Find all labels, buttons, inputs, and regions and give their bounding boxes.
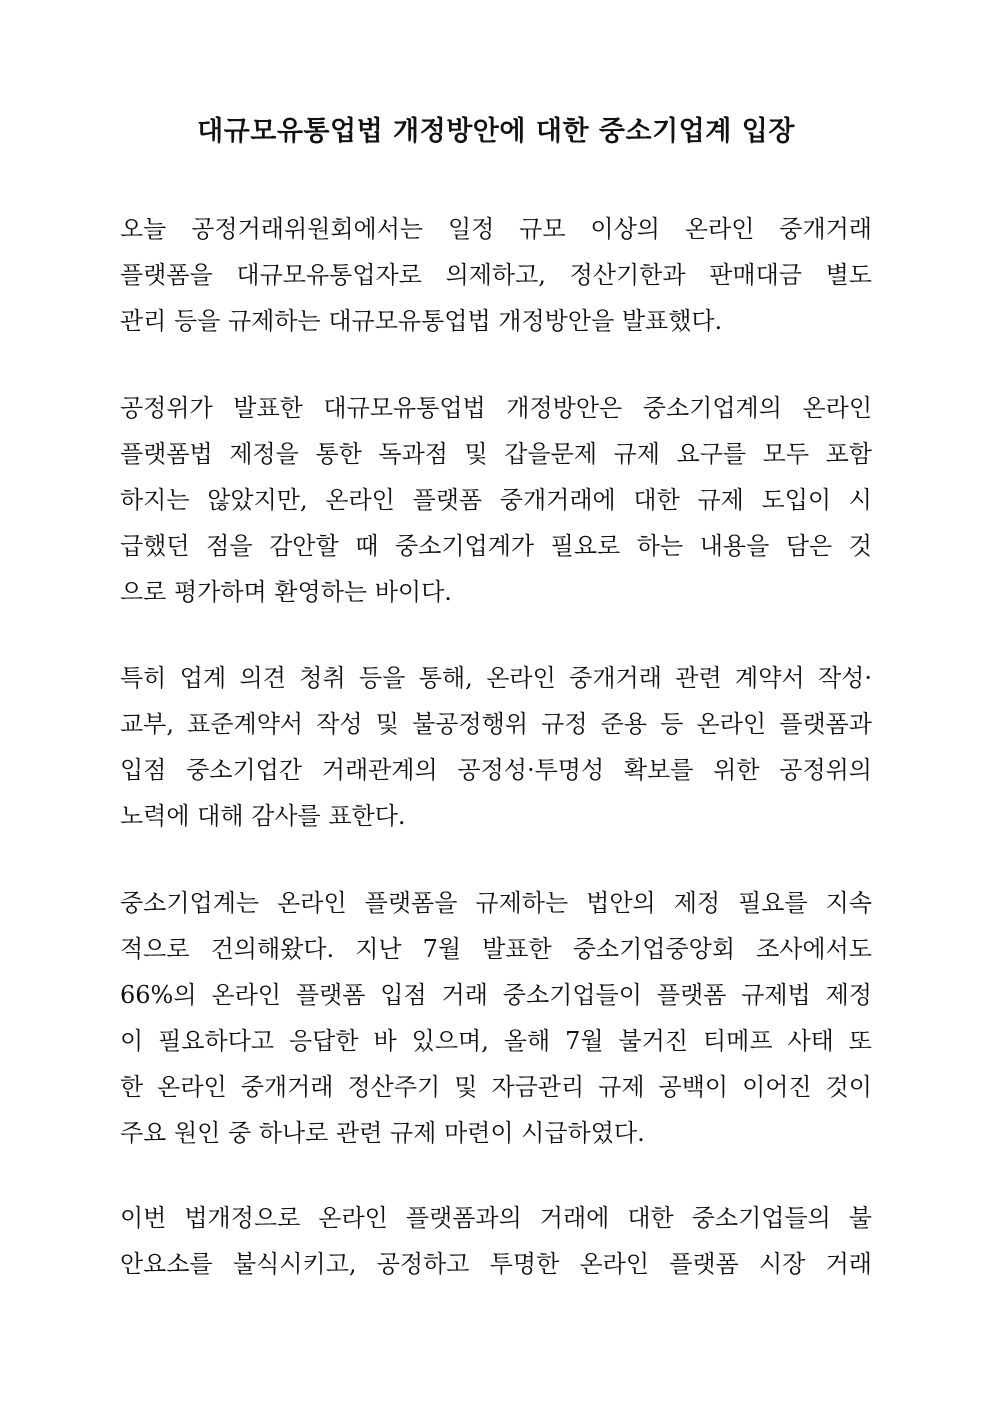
paragraph-4 — [120, 880, 872, 1156]
text-line: 중소기업계는 온라인 플랫폼을 규제하는 법안의 제정 필요를 지속 — [120, 889, 872, 917]
text-line: 입점 중소기업간 거래관계의 공정성·투명성 확보를 위한 공정위의 — [120, 756, 872, 784]
text-line: 한 온라인 중개거래 정산주기 및 자금관리 규제 공백이 이어진 것이 — [120, 1073, 872, 1101]
text-line: 이 필요하다고 응답한 바 있으며, 올해 7월 불거진 티메프 사태 또 — [120, 1027, 872, 1055]
document-title: 대규모유통업법 개정방안에 대한 중소기업계 입장 — [197, 116, 795, 147]
text-line: 하지는 않았지만, 온라인 플랫폼 중개거래에 대한 규제 도입이 시 — [120, 486, 872, 514]
text-line: 오늘 공정거래위원회에서는 일정 규모 이상의 온라인 중개거래 — [120, 215, 872, 243]
text-line: 적으로 건의해왔다. 지난 7월 발표한 중소기업중앙회 조사에서도 — [120, 935, 872, 963]
text-line: 플랫폼을 대규모유통업자로 의제하고, 정산기한과 판매대금 별도 — [120, 261, 872, 289]
text-line: 이번 법개정으로 온라인 플랫폼과의 거래에 대한 중소기업들의 불 — [120, 1204, 872, 1232]
paragraph-2 — [120, 385, 872, 615]
text-line: 관리 등을 규제하는 대규모유통업법 개정방안을 발표했다. — [120, 307, 723, 335]
text-line: 플랫폼법 제정을 통한 독과점 및 갑을문제 규제 요구를 모두 포함 — [120, 440, 872, 468]
text-line: 공정위가 발표한 대규모유통업법 개정방안은 중소기업계의 온라인 — [120, 394, 872, 422]
paragraph-5 — [120, 1195, 872, 1287]
paragraph-3 — [120, 655, 872, 839]
text-line: 으로 평가하며 환영하는 바이다. — [120, 578, 452, 606]
text-line: 노력에 대해 감사를 표한다. — [120, 802, 406, 830]
text-line: 주요 원인 중 하나로 관련 규제 마련이 시급하였다. — [120, 1119, 645, 1147]
text-line: 교부, 표준계약서 작성 및 불공정행위 규정 준용 등 온라인 플랫폼과 — [120, 710, 872, 738]
text-line: 특히 업계 의견 청취 등을 통해, 온라인 중개거래 관련 계약서 작성· — [120, 664, 872, 692]
paragraph-1 — [120, 206, 872, 344]
text-line: 급했던 점을 감안할 때 중소기업계가 필요로 하는 내용을 담은 것 — [120, 532, 872, 560]
text-line: 66%의 온라인 플랫폼 입점 거래 중소기업들이 플랫폼 규제법 제정 — [120, 981, 872, 1009]
text-line: 안요소를 불식시키고, 공정하고 투명한 온라인 플랫폼 시장 거래 — [120, 1250, 872, 1278]
